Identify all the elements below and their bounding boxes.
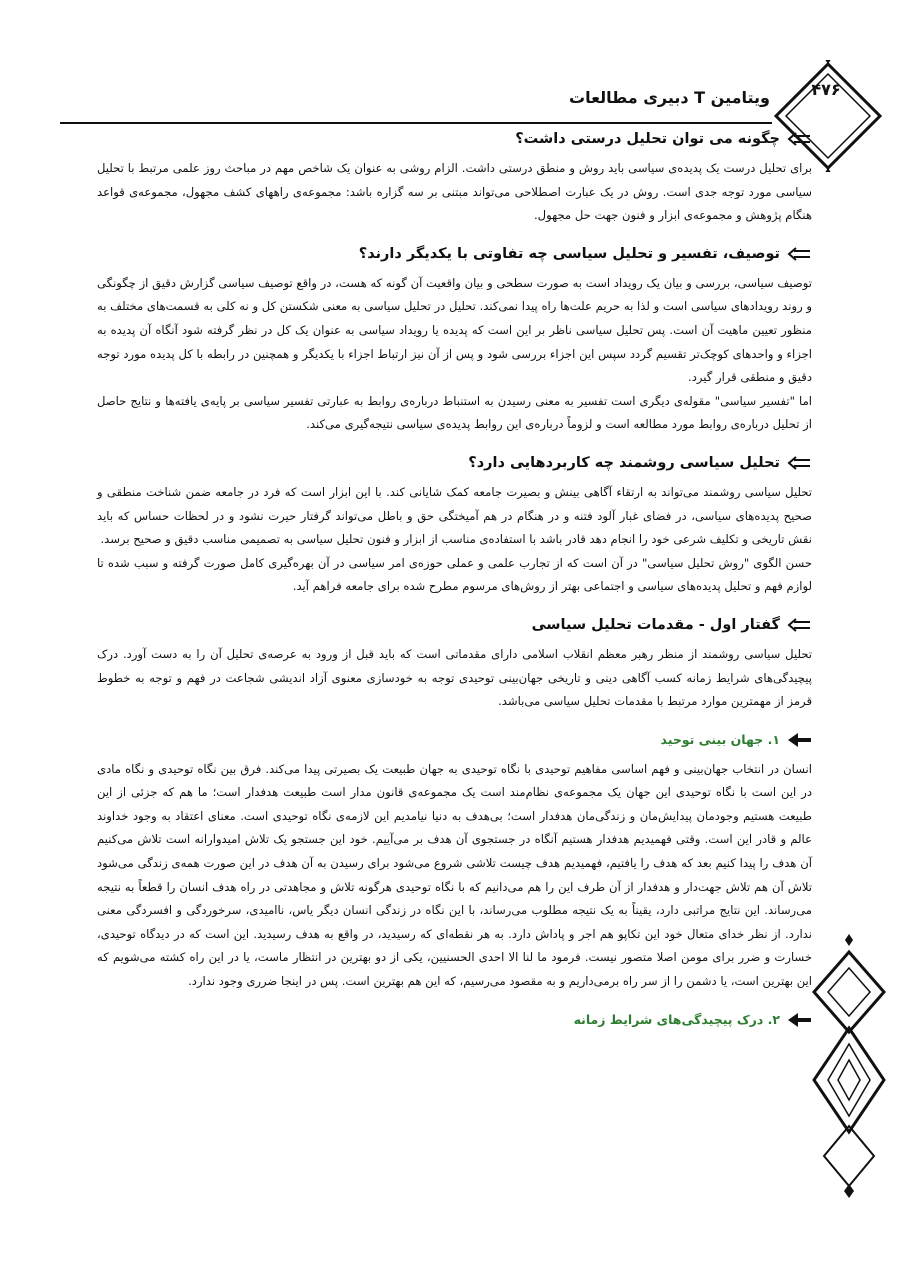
double-arrow-icon [786, 132, 812, 146]
paragraph: حسن الگوی "روش تحلیل سیاسی" در آن است که از تجارب علمی و عملی حوزه‌ی امر سیاسی در آن بهره‌گیری کامل صورت گرفته و سبب شده تا لوازم فهم و تحلیل پدیده‌های سیاسی و اجتماعی بهتر از روش‌های مرسوم مطرح شده برای جامعه فراهم آید. [97, 555, 812, 594]
page-content [97, 128, 812, 1046]
double-arrow-icon [786, 247, 812, 261]
paragraph: تحلیل سیاسی روشمند از منظر رهبر معظم انقلاب اسلامی دارای مقدماتی است که باید قبل از ورود به عرصه‌ی تحلیل آن را به دست آورد. درک پیچیدگی‌های شرایط زمانه کسب آگاهی دینی و تاریخی جهان‌بینی توحیدی توجه به خودسازی معنوی آزاد اندیشی شجاعت در فهم و توجه به خطوط قرمز از مهمترین موارد مرتبط با مقدمات تحلیل سیاسی می‌باشد. [97, 646, 812, 709]
section [97, 729, 812, 994]
double-arrow-icon [786, 618, 812, 632]
section [97, 452, 812, 599]
section-heading-text: توصیف، تفسیر و تحلیل سیاسی چه تفاوتی با یکدیگر دارند؟ [358, 245, 780, 262]
paragraph: برای تحلیل درست یک پدیده‌ی سیاسی باید روش و منطق درستی داشت. الزام روشی به عنوان یک شاخص مهم در مباحث روز علمی مرتبط با تحلیل سیاسی مورد توجه جدی است. روش در یک عبارت اصطلاحی می‌تواند مبتنی بر سه گزاره باشد: مجموعه‌ی راههای کشف مجهول، مجموعه‌ی قواعد هنگام پژوهش و مجموعه‌ی ابزار و فنون جهت حل مجهول. [97, 161, 812, 223]
subsection-heading [97, 729, 812, 751]
section-heading [97, 243, 812, 265]
paragraph: انسان در انتخاب جهان‌بینی و فهم اساسی مفاهیم توحیدی با نگاه توحیدی به جهان طبیعت یک بصیرتی پیدا می‌کند. فرق بین نگاه توحیدی و نگاه مادی در این است با نگاه توحیدی این جهان یک مجموعه‌ی نظام‌مند است یک مجموعه‌ی قانون مدار است طبیعت هدفدار است؛ ما هم که جزئی از این طبیعت هستیم وجودمان پیدایش‌مان و زندگی‌مان هدفدار است؛ بی‌هدف به دنیا نیامدیم این لازمه‌ی نگاه توحیدی است. معنای اعتقاد به وجود خداوند عالم و قادر این است. وقتی فهمیدیم هدفدار هستیم آنگاه در جستجوی آن هدف بر می‌آییم. خود این جستجو یک تلاش امیدوارانه است تلاش می‌کنیم آن هدف را پیدا کنیم بعد که هدف را یافتیم، فهمیدیم هدف چیست تلاشی شروع می‌شود برای رسیدن به آن هدف در این صورت همه‌ی زندگی می‌شود تلاش آن هم تلاش جهت‌دار و هدفدار از آن طرف این را هم می‌دانیم که با نگاه توحیدی هرگونه تلاش و مجاهدتی در راه هدف انسان را قطعاً به نتیجه می‌رساند. این نتایج مراتبی دارد، یقیناً به یک نتیجه مطلوب می‌رساند، با این نگاه در زندگی انسان دیگر یاس، ناامیدی، سرخوردگی و افسردگی معنی ندارد. از نظر خدای متعال خود این تکاپو هم اجر و پاداش دارد. به هر نقطه‌ای که رسیدید، در واقع به هدف رسیدید. این است که در دیدگاه توحیدی، خسارت و ضرر برای مومن اصلا متصور نیست. فرمود ما لنا الا احدی الحسنیین، یکی از دو بهترین در انتظار ماست، یا در این راه کشته می‌شویم که این بهترین است، یا دشمن را از سر راه برمی‌داریم و به مقصود می‌رسیم، که این هم بهترین است. پس در اینجا ضرری وجود ندارد. [97, 761, 812, 989]
paragraph: توصیف سیاسی، بررسی و بیان یک رویداد است به صورت سطحی و بیان واقعیت آن گونه که هست، در واقع توصیف سیاسی گزارش دقیق از چگونگی و روند رویدادهای سیاسی است و لذا به حریم علت‌ها راه پیدا نمی‌کند. تحلیل در تحلیل سیاسی به معنی شکستن کل و نه کلی به قسمت‌های مختلف به منظور تعیین ماهیت آن است. پس تحلیل سیاسی ناظر بر این است که پدیده یا رویداد سیاسی به عنوان یک کل در نظر گرفته شود آنگاه آن پدیده به اجزاء و واحدهای کوچک‌تر تقسیم گردد سپس این اجزاء بررسی شود و پس از آن نیز ارتباط اجزاء با یکدیگر و همچنین در رابطه با کل پدیده مورد توجه دقیق و منطقی قرار گیرد. [97, 275, 812, 385]
section [97, 243, 812, 437]
page-number: ۴۷۶ [811, 80, 841, 99]
section-heading [97, 614, 812, 636]
header-title: ویتامین T دبیری مطالعات [569, 88, 770, 107]
double-arrow-icon [786, 456, 812, 470]
section-heading-text: گفتار اول - مقدمات تحلیل سیاسی [531, 616, 780, 633]
section [97, 614, 812, 714]
section-heading-text: چگونه می توان تحلیل درستی داشت؟ [515, 131, 780, 147]
paragraph: تحلیل سیاسی روشمند می‌تواند به ارتقاء آگاهی بینش و بصیرت جامعه کمک شایانی کند. با این ابزار است که فرد در جامعه ضمن شناخت منطقی و صحیح پدیده‌های سیاسی، در فضای غبار آلود فتنه و در هنگام در هم آمیختگی حق و باطل می‌تواند گرفتار حیرت نشود و در لحظات حساس که باید نقش تاریخی و تکلیف شرعی خود را انجام دهد قادر باشد با استفاده‌ی مناسب از ابزار و فنون تحلیل سیاسی به تصمیمی مناسب دقیق و صحیح برسد. [97, 484, 812, 547]
arrow-icon [786, 733, 812, 747]
section-heading [97, 128, 812, 150]
section [97, 1009, 812, 1031]
header-rule [60, 122, 772, 124]
section [97, 128, 812, 228]
diamond-ornament-icon [808, 930, 890, 1200]
subsection-heading [97, 1009, 812, 1031]
section-heading-text: تحلیل سیاسی روشمند چه کاربردهایی دارد؟ [468, 454, 780, 471]
section-heading [97, 452, 812, 474]
subsection-heading-text: ۲. درک پیچیدگی‌های شرایط زمانه [573, 1011, 780, 1027]
paragraph: اما "تفسیر سیاسی" مقوله‌ی دیگری است تفسیر به معنی رسیدن به استنباط درباره‌ی روابط به عبارتی تفسیر سیاسی بر پایه‌ی یافته‌ها و نتایج حاصل از تحلیل درباره‌ی روابط مورد مطالعه است و لزوماً درباره‌ی این روابط پدیده‌ی سیاسی نتیجه‌گیری می‌کند. [97, 393, 812, 432]
subsection-heading-text: ۱. جهان بینی توحید [660, 731, 780, 747]
